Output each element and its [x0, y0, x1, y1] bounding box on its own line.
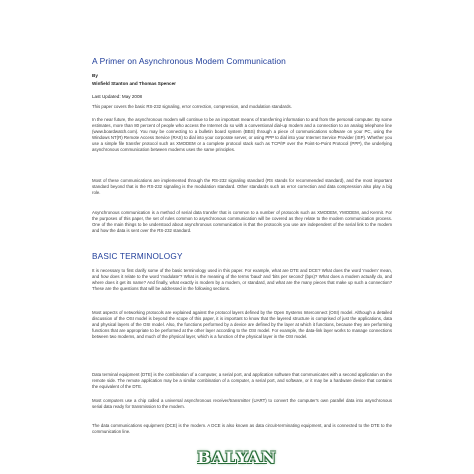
byline-label: By: [92, 73, 98, 78]
last-updated: Last Updated: May 2008: [92, 94, 143, 99]
section-paragraph: The data communications equipment (DCE) is the modem. A DCE is also known as data circuit-terminating equipment, and is connected to the DTE to the communication line.: [92, 423, 392, 435]
section-paragraph: Data terminal equipment (DTE) is the combination of a computer, a serial port, and application software that communicates with a second application on the remote side. The remote application may be a similar combination of a computer, a serial port, and software, or it may be a hardware device that contains the equivalent of the DTE.: [92, 372, 392, 390]
intro-paragraph: In the near future, the asynchronous modem will continue to be an important means of transferring information to and from the personal computer. By some estimates, more than 80 percent of people who access the Internet do so with a conventional dial-up modem and a connection to an analog telephone line (www.boardwatch.com). You may be connecting to a bulletin board system (BBS) through a piece of communications software on your PC, using the Windows NT(R) Remote Access Service (RAS) to dial into your corporate server, or using PPP to dial into your Internet Service Provider (ISP). Whether you use a simple file transfer protocol such as XMODEM or a complete protocol stack such as TCP/IP over the Point-to-Point Protocol (PPP), the underlying asynchronous communication between modems uses the same principles.: [92, 117, 392, 153]
intro-paragraph: This paper covers the basic RS-232 signaling, error correction, compression, and modulation standards.: [92, 104, 292, 109]
authors: Winfield Stanton and Thomas Spencer: [92, 81, 176, 86]
section-paragraph: Most aspects of networking protocols are explained against the protocol layers defined by the Open Systems Interconnect (OSI) model. Although a detailed discussion of the OSI model is beyond the scope of this paper, it is important to know that the layered structure is comprised of just the applications, data and physical layers of the OSI model. Also, the functions performed by a device are defined by the layer at which it functions, because they are performing functions that are appropriate to be performed at the other layer according to the OSI model. For example, the data-link layer works to manage connections between two modems, and much of the physical layer, which is a function of the physical layer in the OSI model.: [92, 310, 392, 340]
section-paragraph: It is necessary to first clarify some of the basic terminology used in this paper. For example, what are DTE and DCE? What does the word 'modem' mean, and how does it relate to the word 'modulate'? What is the meaning of the terms 'baud' and 'bits per second' (bps)? What does a modem actually do, and where does it get its name? And finally, what exactly is modem by a modem, or standard, and what are the many pieces that make up such a connection? These are the questions that will be addressed in the following sections.: [92, 268, 392, 292]
intro-paragraph: Asynchronous communication is a method of serial data transfer that is common to a number of protocols such as XMODEM, YMODEM, and Kermit. For the purposes of this paper, the set of rules common to asynchronous communication will be covered as they relate to the modem communication process. One of the main things to be understood about asynchronous communication is that the protocols you use are independent of the serial link to the modem and how the data is sent over the RS-232 standard.: [92, 210, 392, 234]
intro-paragraph: Most of these communications are implemented through the RS-232 signaling standard (RS stands for recommended standard), and the most important standard beyond that is the RS-232 signaling is the modulation standard. Other standards such as error correction and data compression also play a big role.: [92, 178, 392, 196]
section-paragraph: Most computers use a chip called a universal asynchronous receiver/transmitter (UART) to convert the computer's own parallel data into asynchronous serial data ready for transmission to the modem.: [92, 398, 392, 410]
section-heading: BASIC TERMINOLOGY: [92, 252, 183, 261]
document-title: A Primer on Asynchronous Modem Communication: [92, 56, 286, 66]
watermark-logo: BALYAN: [197, 448, 277, 467]
